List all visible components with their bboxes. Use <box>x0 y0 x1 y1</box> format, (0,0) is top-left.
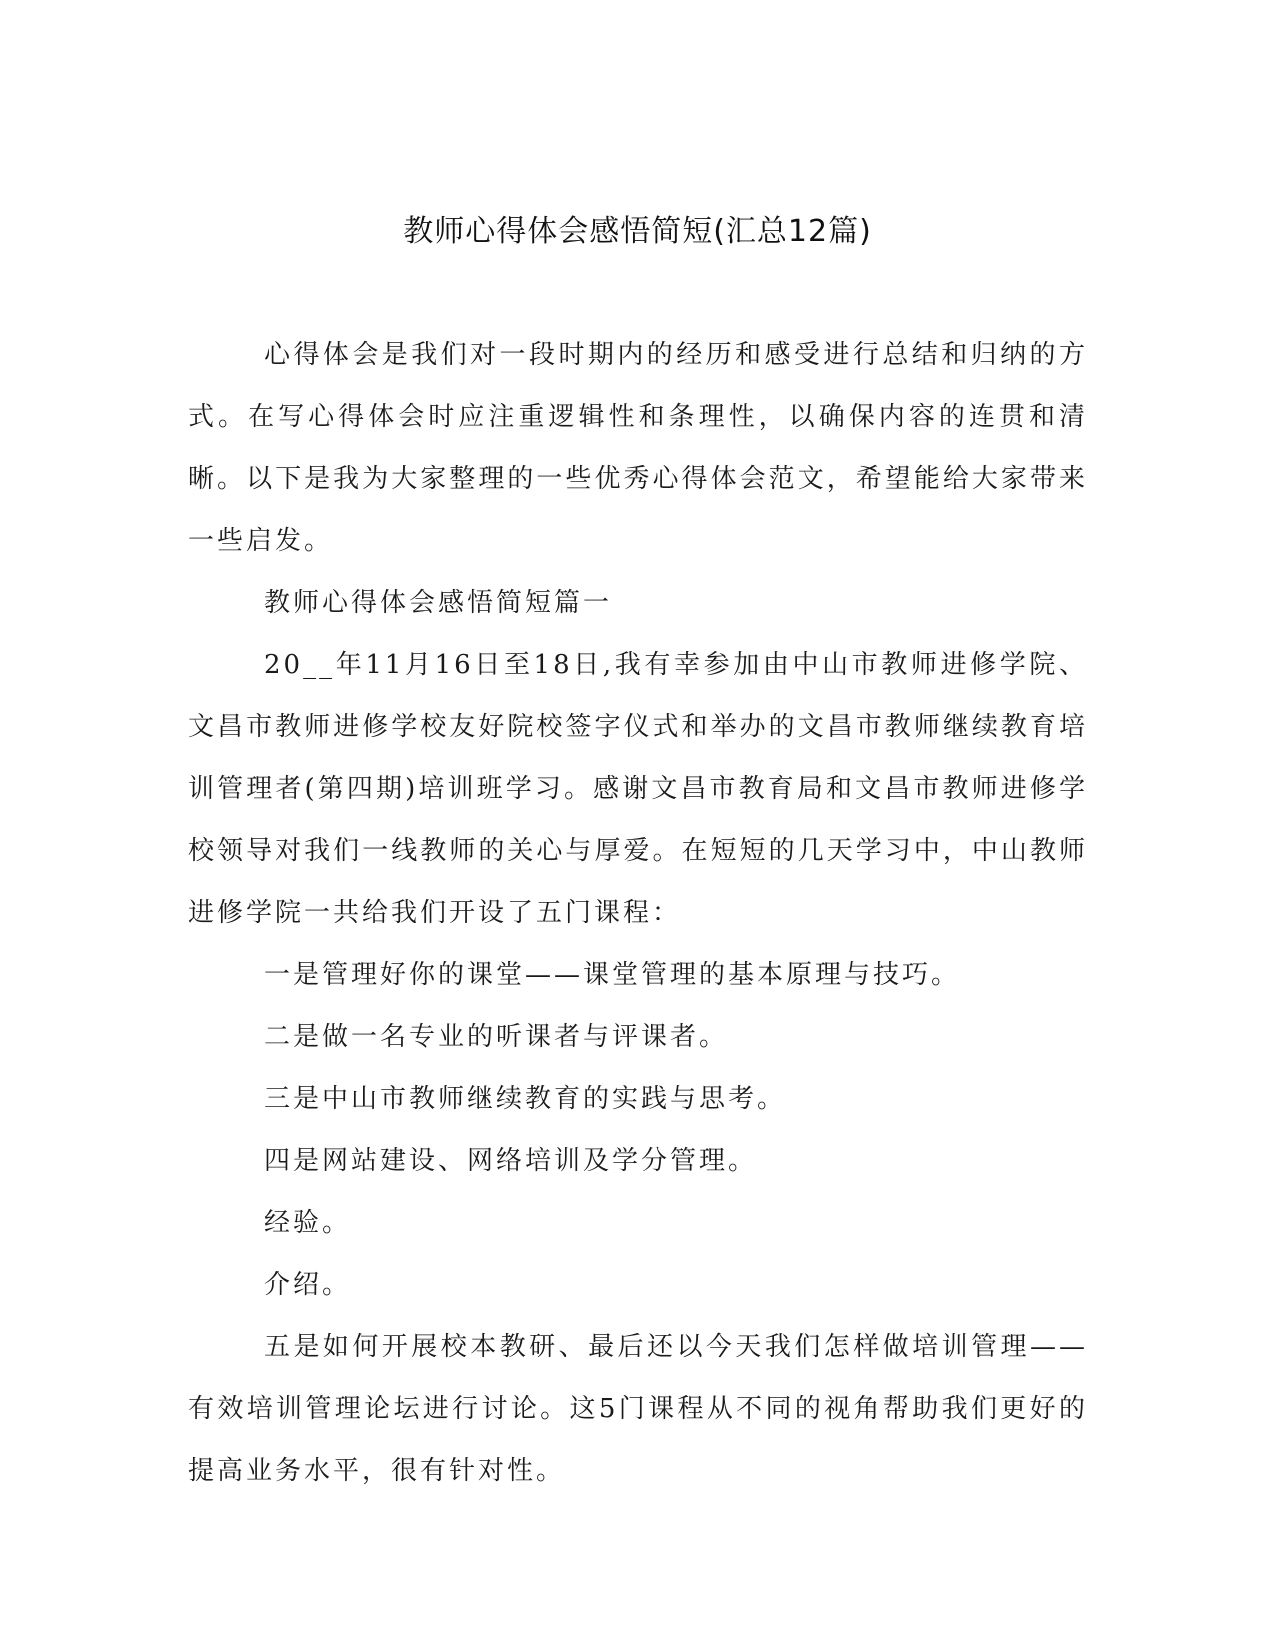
course-item: 一是管理好你的课堂——课堂管理的基本原理与技巧。 <box>264 960 961 990</box>
course-item: 二是做一名专业的听课者与评课者。 <box>264 1022 729 1052</box>
document-body <box>188 324 1088 1502</box>
intro-paragraph: 心得体会是我们对一段时期内的经历和感受进行总结和归纳的方式。在写心得体会时应注重逻辑性和条理性，以确保内容的连贯和清晰。以下是我为大家整理的一些优秀心得体会范文，希望能给大家带来一些启发。 <box>188 340 1088 556</box>
document-title: 教师心得体会感悟简短(汇总12篇) <box>403 214 872 249</box>
short-line: 介绍。 <box>264 1270 352 1300</box>
course-item: 四是网站建设、网络培训及学分管理。 <box>264 1146 758 1176</box>
body-paragraph: 20__年11月16日至18日,我有幸参加由中山市教师进修学院、文昌市教师进修学校友好院校签字仪式和举办的文昌市教师继续教育培训管理者(第四期)培训班学习。感谢文昌市教育局和文昌市教师进修学校领导对我们一线教师的关心与厚爱。在短短的几天学习中，中山教师进修学院一共给我们开设了五门课程： <box>188 650 1088 928</box>
short-line: 经验。 <box>264 1208 352 1238</box>
body-paragraph: 五是如何开展校本教研、最后还以今天我们怎样做培训管理——有效培训管理论坛进行讨论。这5门课程从不同的视角帮助我们更好的提高业务水平，很有针对性。 <box>188 1332 1088 1486</box>
section-heading: 教师心得体会感悟简短篇一 <box>264 588 613 618</box>
course-item: 三是中山市教师继续教育的实践与思考。 <box>264 1084 787 1114</box>
